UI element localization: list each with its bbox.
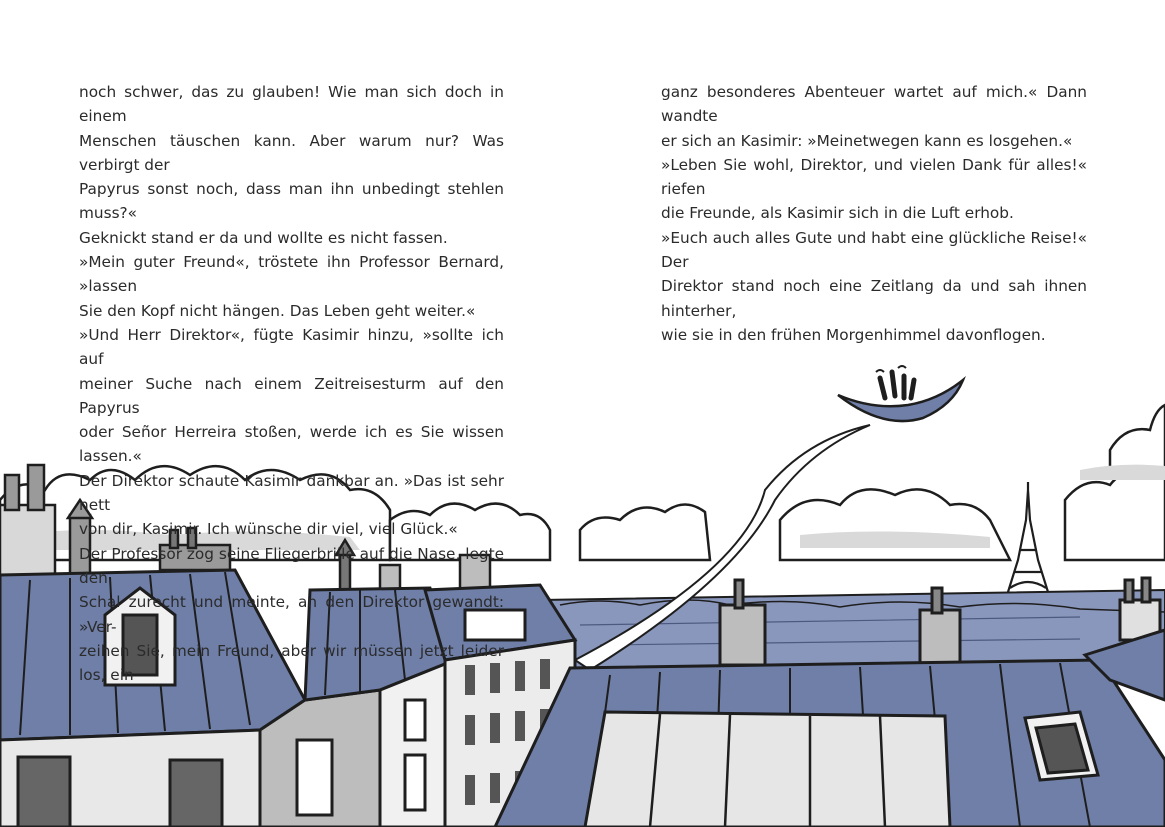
text-line: die Freunde, als Kasimir sich in die Luft erhob. (661, 204, 1014, 223)
text-line: oder Señor Herreira stoßen, werde ich es Sie wissen lassen.« (79, 423, 504, 466)
text-line: »Euch auch alles Gute und habt eine glückliche Reise!« Der (661, 228, 1087, 272)
text-line: meiner Suche nach einem Zeitreisesturm auf den Papyrus (79, 374, 504, 417)
text-line: Geknickt stand er da und wollte es nicht fassen. (79, 228, 448, 247)
text-line: Der Direktor schaute Kasimir dankbar an. »Das ist sehr nett (79, 471, 504, 515)
text-line: er sich an Kasimir: »Meinetwegen kann es losgehen.« (661, 131, 1073, 150)
text-line: Direktor stand noch eine Zeitlang da und sah ihnen hinterher, (661, 277, 1087, 320)
eiffel-tower-icon (1008, 482, 1048, 592)
text-line: zeihen Sie, mein Freund, aber wir müssen jetzt leider los, ein (79, 641, 504, 685)
text-line: »Mein guter Freund«, tröstete ihn Professor Bernard, »lassen (79, 253, 504, 296)
text-line: Menschen täuschen kann. Aber warum nur? Was verbirgt der (79, 131, 504, 174)
text-line: Sie den Kopf nicht hängen. Das Leben geht weiter.« (79, 301, 476, 320)
text-line: Der Professor zog seine Fliegerbrille auf die Nase, legte den (79, 544, 504, 587)
left-text-column (79, 80, 504, 687)
right-text-column (661, 80, 1087, 347)
flying-carpet-icon (838, 366, 963, 421)
text-line: ganz besonderes Abenteuer wartet auf mich.« Dann wandte (661, 83, 1087, 126)
text-line: Schal zurecht und meinte, an den Direktor gewandt: »Ver- (79, 593, 504, 636)
text-line: von dir, Kasimir. Ich wünsche dir viel, viel Glück.« (79, 520, 458, 539)
text-line: wie sie in den frühen Morgenhimmel davonflogen. (661, 325, 1046, 344)
text-line: »Und Herr Direktor«, fügte Kasimir hinzu, »sollte ich auf (79, 325, 504, 369)
text-line: »Leben Sie wohl, Direktor, und vielen Dank für alles!« riefen (661, 155, 1087, 199)
text-line: noch schwer, das zu glauben! Wie man sich doch in einem (79, 83, 504, 126)
text-line: Papyrus sonst noch, dass man ihn unbedingt stehlen muss?« (79, 180, 504, 223)
